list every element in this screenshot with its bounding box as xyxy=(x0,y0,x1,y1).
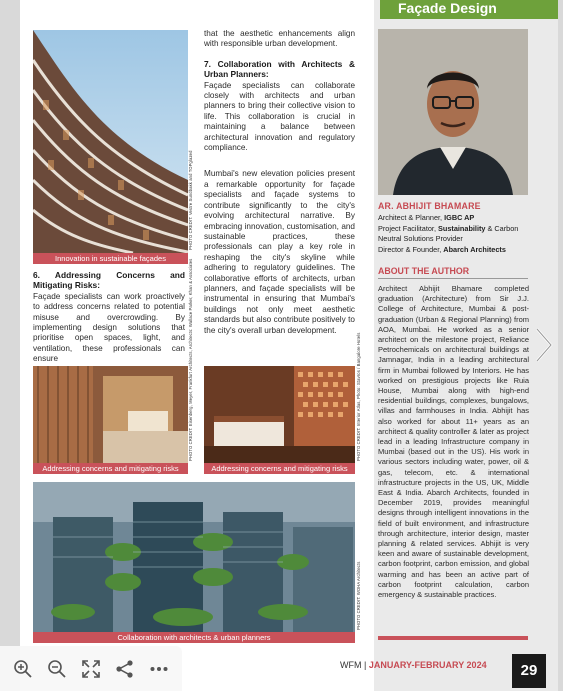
chevron-right-icon xyxy=(533,326,555,364)
role2-text: Project Facilitator, xyxy=(378,223,439,233)
about-author-text: Architect Abhijit Bhamare completed graduation (Architecture) from Sir J.J. College of Architecture, Mumbai & post-graduation (Urban & Regional Planning) from AOA, Mumbai. He worked as a senior architect on the milestone project, Reliance Petrochemicals on architectural buildings at Jamnagar, India in a leading architectural firm in Mumbai followed by Interiors. He has worked on prestigious projects like Ruia House, Mumbai along with high-end residential buildings, complexes, bungalows, villas and farmhouses in India. Abhijit has also worked for about 11+ years as an architect & quality controller & later as project lead in a leading Infrastructure company in Mumbai (based out in the US). His work in various sectors including water, power, oil & gas, telecom, etc. & international infrastructure projects in the US, UK, Middle East & India. Abarch Architects, founded in December 2019, provides meaningful designs through intelligent innovations in the field of built environment, and infrastructure through architecture, interior design, master planning & related services. Abhijit is very keen and aware of sustainable development, carbon footprint, carbon emission, and global warming and has been an active part of carbon footprint calculation, carbon emergency & sustainable practices. xyxy=(378,284,529,600)
page-number: 29 xyxy=(512,654,546,688)
footer-magazine: WFM xyxy=(340,660,362,670)
next-page-arrow[interactable] xyxy=(533,326,555,364)
more-options-button[interactable] xyxy=(147,657,171,681)
photo-brick-bedroom xyxy=(204,366,355,463)
sidebar-end-rule xyxy=(378,636,528,640)
intro-tail: that the aesthetic enhancements align with responsible urban development. xyxy=(204,29,355,49)
zoom-out-button[interactable] xyxy=(45,657,69,681)
section-6-heading: 6. Addressing Concerns and Mitigating Risks: xyxy=(33,270,185,291)
about-divider xyxy=(378,278,528,279)
credit-img3: PHOTO CREDIT: Interior Atlas, Photo: Stavros / Bangalore Hotels xyxy=(356,332,361,461)
credit-img1: PHOTO CREDIT: Vestre Sundbakk and TOPglazed xyxy=(188,150,193,250)
fullscreen-icon xyxy=(81,659,101,679)
section-tab: Façade Design xyxy=(380,0,558,19)
photo-green-towers xyxy=(33,482,355,632)
section-7-body: Façade specialists can collaborate closely with architects and urban planners to bring their collective vision to life. This collaboration is crucial in maintaining a balance between architectural innovation and regulatory compliance. xyxy=(204,80,355,153)
role3-text: Director & Founder, xyxy=(378,245,444,255)
caption-img4: Collaboration with architects & urban planners xyxy=(33,632,355,643)
author-role-3 xyxy=(378,245,538,256)
viewer-toolbar xyxy=(0,646,182,691)
author-roles xyxy=(378,213,538,256)
section-7-heading: 7. Collaboration with Architects & Urban Planners: xyxy=(204,58,355,80)
section-6-body: Façade specialists can work proactively to address concerns related to potential misuse and overcrowding. By implementing design solutions that prioritise open spaces, light, and ventilation, these professionals can ensure xyxy=(33,291,185,364)
caption-img3: Addressing concerns and mitigating risks xyxy=(204,463,355,474)
caption-img1: Innovation in sustainable façades xyxy=(33,253,188,264)
zoom-out-icon xyxy=(47,659,67,679)
middle-column-text xyxy=(204,29,355,345)
share-button[interactable] xyxy=(113,657,137,681)
share-icon xyxy=(115,659,135,679)
more-icon xyxy=(149,659,169,679)
footer-issue: JANUARY-FEBRUARY 2024 xyxy=(368,660,487,670)
credit-img2: PHOTO CREDIT: Eisenberg, Meyer, Frankfurt Architects, Architects: Wallace Parker, Khan & Associates xyxy=(188,258,193,461)
about-author-heading: ABOUT THE AUTHOR xyxy=(378,266,470,276)
caption-img2: Addressing concerns and mitigating risks xyxy=(33,463,188,474)
left-column-text xyxy=(33,270,185,365)
role3-bold: Abarch Architects xyxy=(443,245,506,255)
zoom-in-button[interactable] xyxy=(11,657,35,681)
fullscreen-button[interactable] xyxy=(79,657,103,681)
author-role-2 xyxy=(378,224,538,245)
photo-brick-interior xyxy=(33,366,188,463)
footer-separator: | xyxy=(364,660,367,670)
role2-bold: Sustainability xyxy=(438,223,486,233)
credit-img4: PHOTO CREDIT: WOHA Architects xyxy=(356,561,361,630)
author-name: AR. ABHIJIT BHAMARE xyxy=(378,201,481,211)
conclusion-paragraph: Mumbai's new elevation policies present a remarkable opportunity for façade specialists and façade systems to contribute significantly to the city's evolving architectural narrative. By embracing innovation, customisation, and sustainable practices, these professionals can play a key role in reshaping the city's skyline while adhering to regulatory guidelines. The collaborative efforts of architects, urban planners, and façade specialists will be instrumental in ensuring that Mumbai's buildings not only meet aesthetic standards but also contribute positively to the city's overall urban development. xyxy=(204,169,355,335)
role1-bold: IGBC AP xyxy=(444,213,475,222)
role2-tail: & Carbon Neutral Solutions Provider xyxy=(378,223,519,244)
zoom-in-icon xyxy=(13,659,33,679)
author-role-1 xyxy=(378,213,538,224)
magazine-page xyxy=(20,0,558,691)
role1-text: Architect & Planner, xyxy=(378,213,445,222)
photo-curved-facade xyxy=(33,30,188,253)
author-portrait xyxy=(378,29,528,195)
page-footer xyxy=(340,660,487,670)
